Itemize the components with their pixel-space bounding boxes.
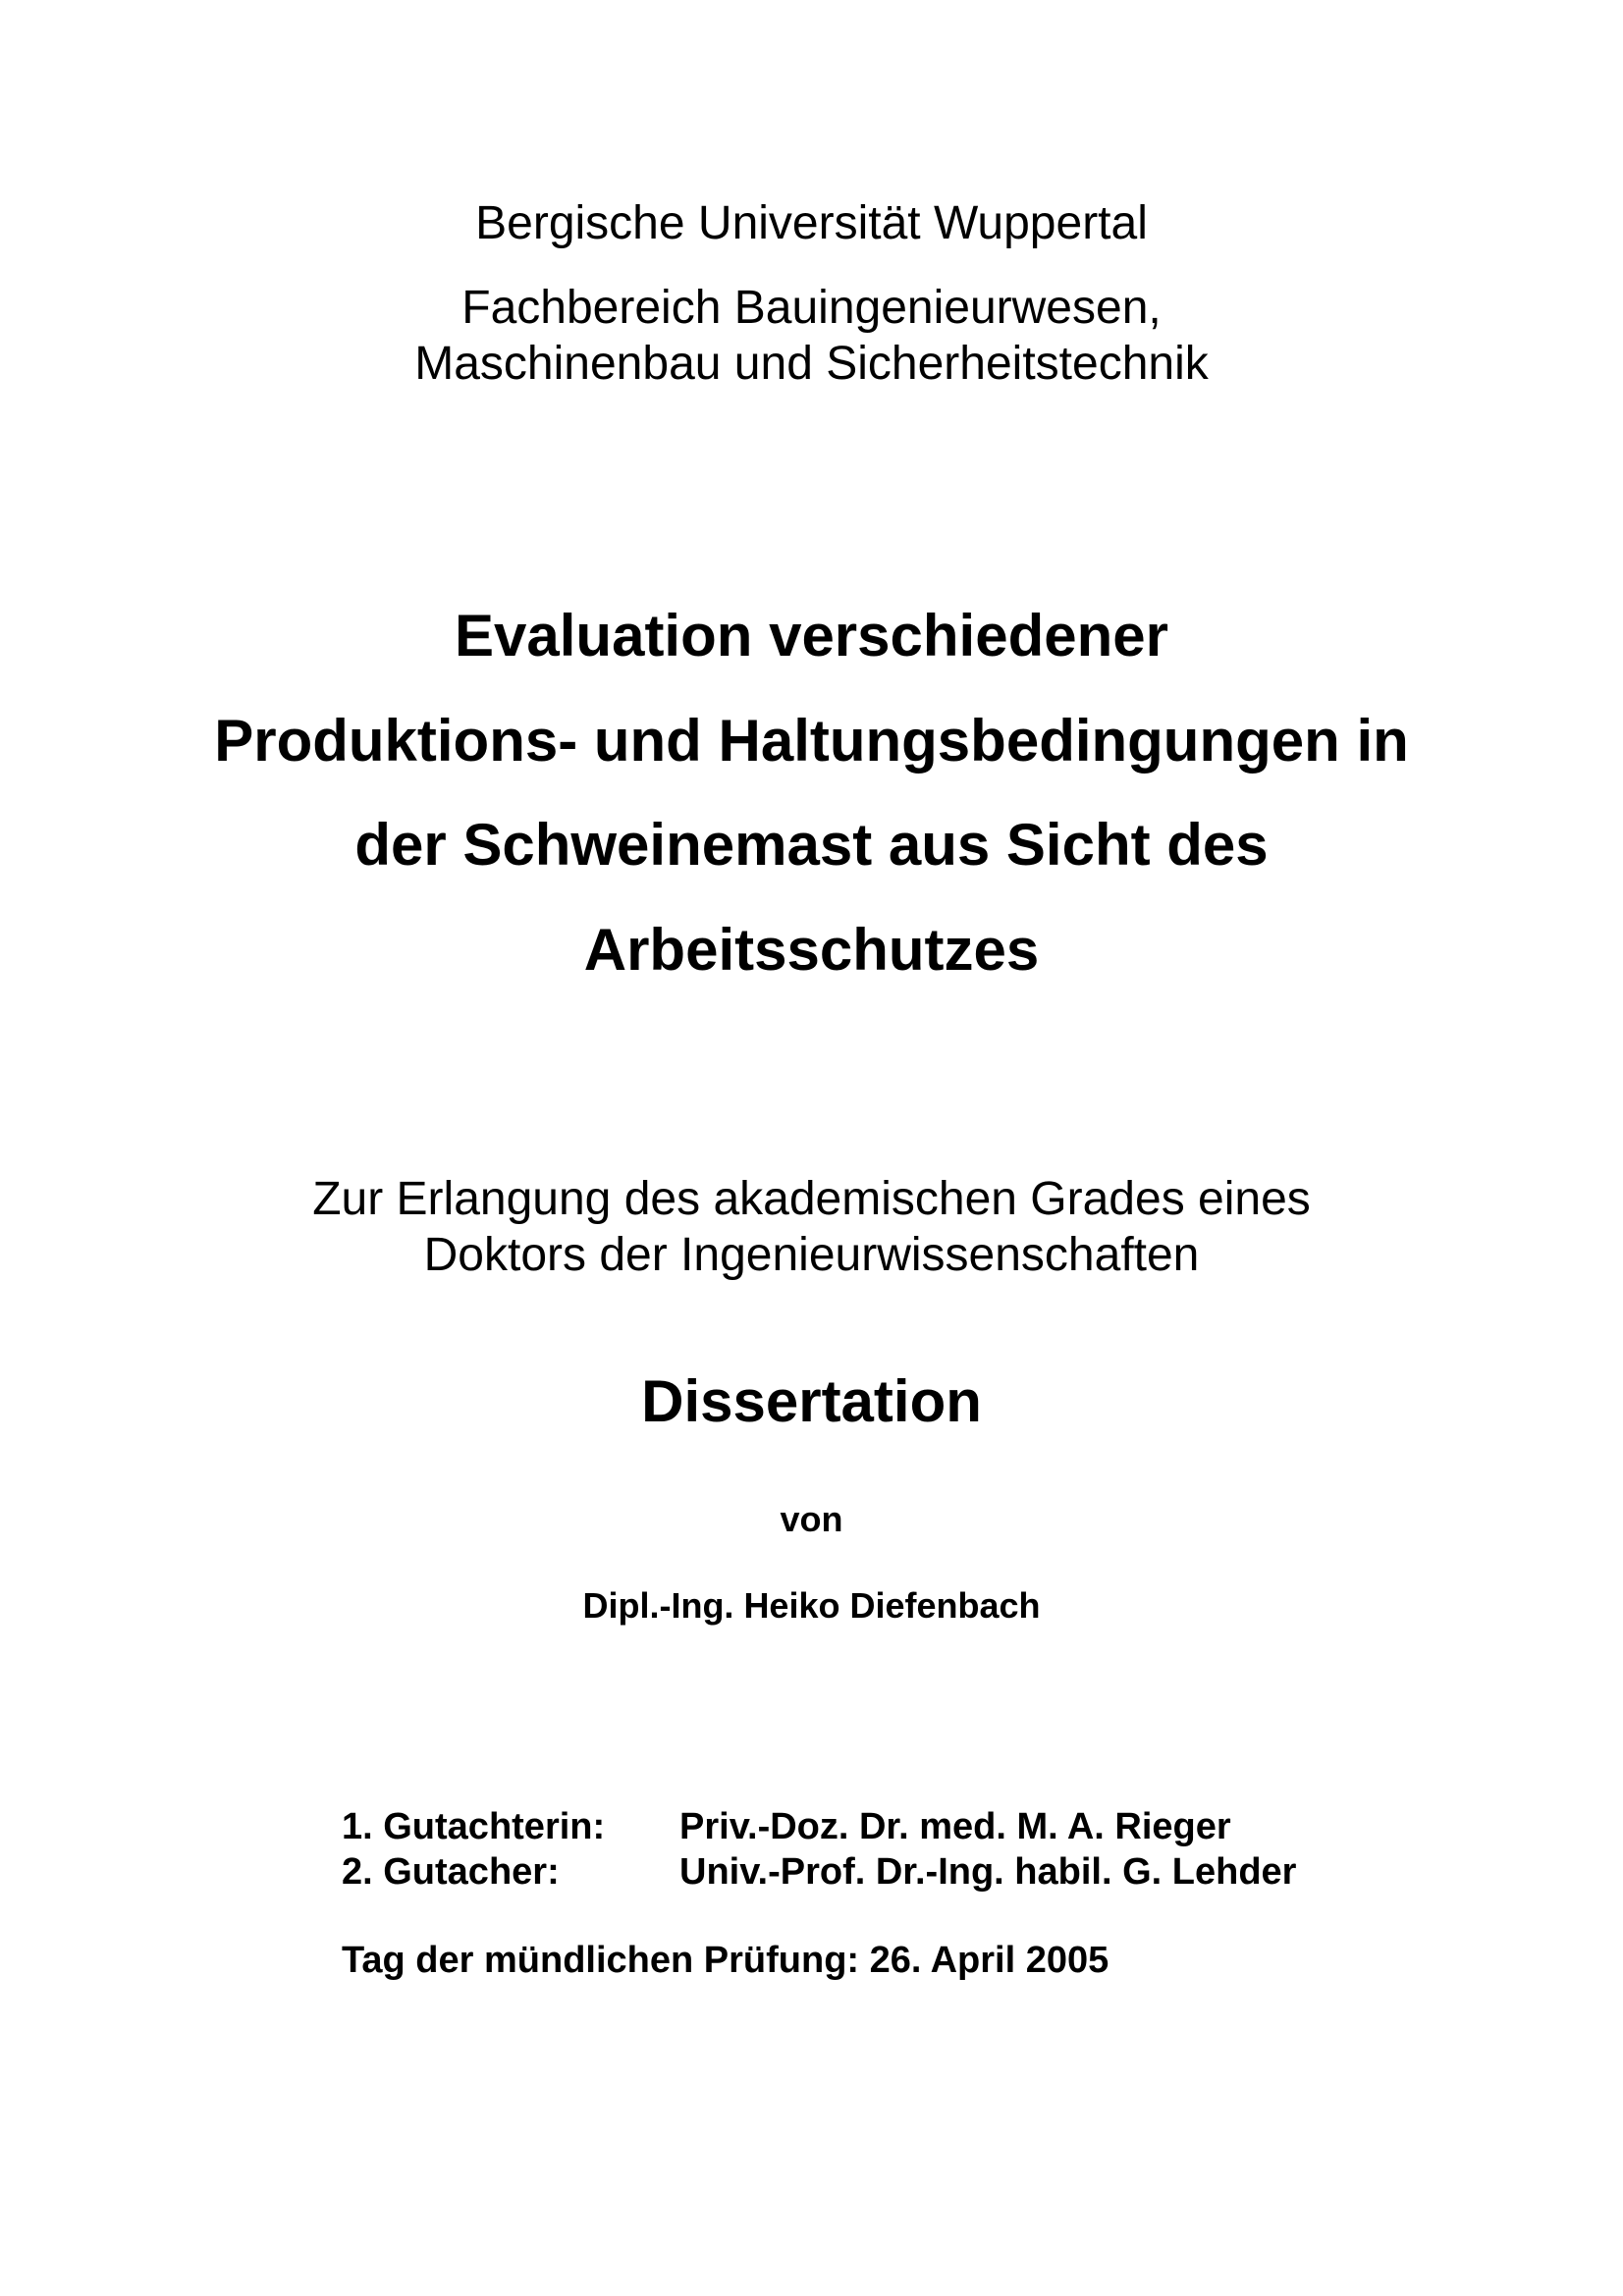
degree-line-2: Doktors der Ingenieurwissenschaften <box>423 1229 1200 1281</box>
author-name: Dipl.-Ing. Heiko Diefenbach <box>582 1585 1041 1626</box>
by-label: von <box>780 1499 843 1539</box>
referee-role: 1. Gutachterin: <box>342 1806 606 1847</box>
document-type: Dissertation <box>641 1368 982 1434</box>
oral-exam-date: Tag der mündlichen Prüfung: 26. April 2005 <box>342 1940 1109 1981</box>
thesis-title-line-2: Produktions- und Haltungsbedingungen in <box>214 708 1409 774</box>
thesis-title-line-1: Evaluation verschiedener <box>455 603 1168 668</box>
referee-name: Priv.-Doz. Dr. med. M. A. Rieger <box>679 1806 1231 1847</box>
faculty-line-1: Fachbereich Bauingenieurwesen, <box>461 282 1162 334</box>
thesis-title-line-3: der Schweinemast aus Sicht des <box>354 812 1269 878</box>
degree-line-1: Zur Erlangung des akademischen Grades eines <box>312 1173 1311 1225</box>
referee-role: 2. Gutacher: <box>342 1851 560 1893</box>
referee-name: Univ.-Prof. Dr.-Ing. habil. G. Lehder <box>679 1851 1297 1893</box>
faculty-line-2: Maschinenbau und Sicherheitstechnik <box>414 338 1209 390</box>
thesis-title-line-4: Arbeitsschutzes <box>583 917 1040 983</box>
university-name: Bergische Universität Wuppertal <box>475 197 1148 249</box>
